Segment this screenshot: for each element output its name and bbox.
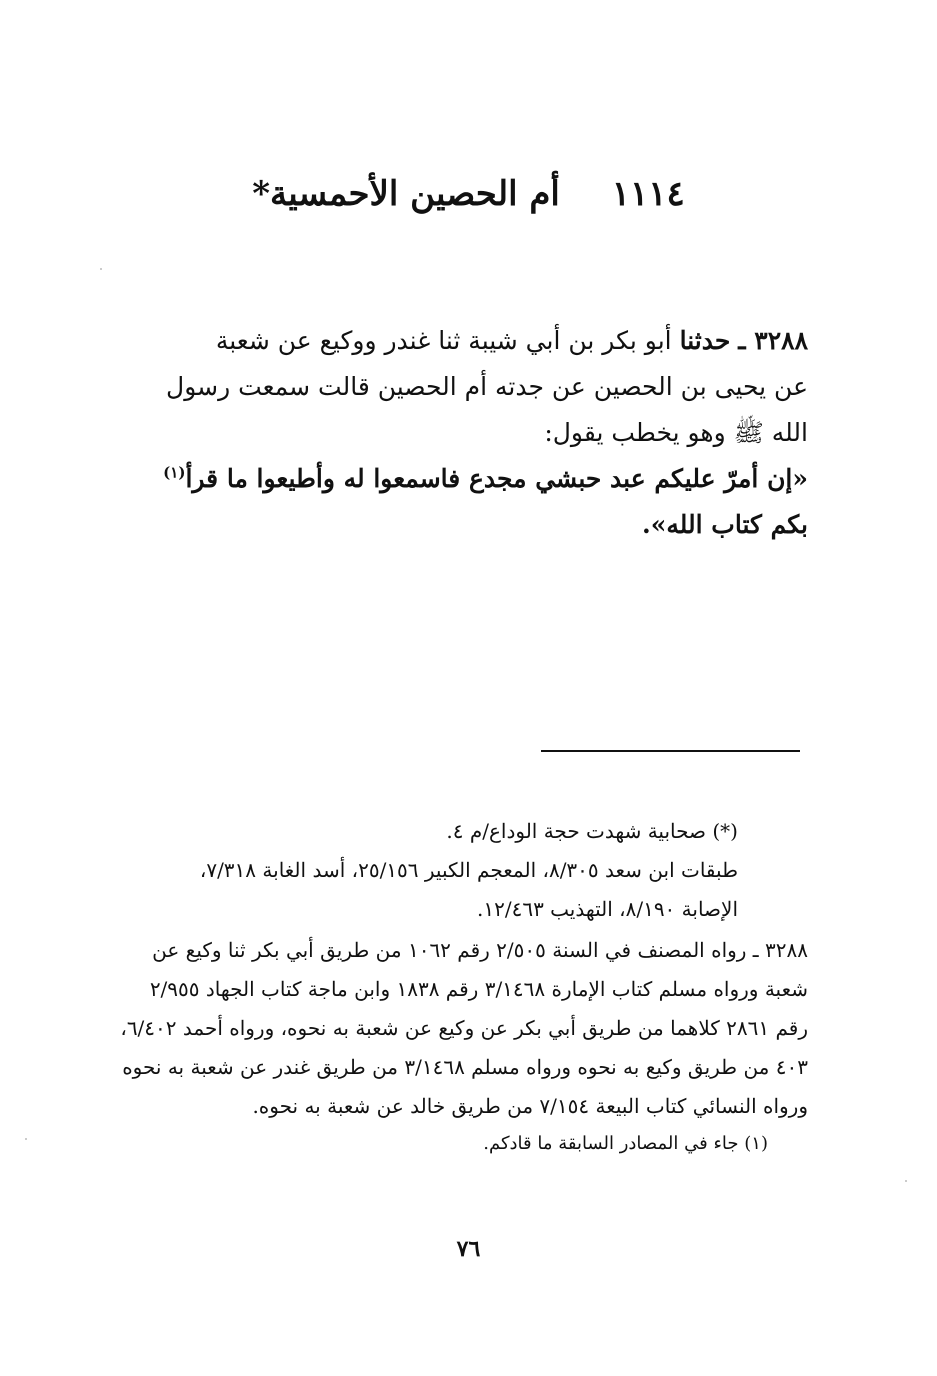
takhrij-footnote: ٣٢٨٨ ـ رواه المصنف في السنة ٢/٥٠٥ رقم ١٠٦٢ من طريق أبي بكر ثنا وكيع عن شعبة ورواه مسلم كتاب الإمارة ٣/١٤٦٨ رقم ١٨٣٨ وابن ماجة كتاب الجهاد ٢/٩٥٥ رقم ٢٨٦١ كلاهما من طريق أبي بكر عن وكيع عن شعبة به نحوه، ورواه أحمد ٦/٤٠٢، ٤٠٣ من طريق وكيع به نحوه ورواه مسلم ٣/١٤٦٨ من طريق غندر عن شعبة به نحوه ورواه النسائي كتاب البيعة ٧/١٥٤ من طريق خالد عن شعبة به نحوه. — [120, 938, 808, 1118]
star-footnote — [118, 812, 808, 929]
footnote-divider — [541, 750, 800, 752]
footnote-1: (١) جاء في المصادر السابقة ما قادكم. — [483, 1133, 768, 1154]
hadith-lead-word: حدثنا — [679, 326, 731, 355]
hadith-line-2: عن يحيى بن الحصين عن جدته أم الحصين قالت سمعت رسول — [166, 372, 808, 401]
hadith-line-3: الله ﷺ وهو يخطب يقول: — [544, 418, 808, 447]
page-number: ٧٦ — [456, 1236, 481, 1262]
star-footnote-line-2: طبقات ابن سعد ٨/٣٠٥، المعجم الكبير ٢٥/١٥٦، أسد الغابة ٧/٣١٨، — [199, 858, 738, 882]
star-footnote-line-3: الإصابة ٨/١٩٠، التهذيب ١٢/٤٦٣. — [477, 897, 738, 921]
footnote-marker: (١) — [163, 463, 186, 482]
hadith-text — [128, 318, 808, 548]
isnad-part-1: أبو بكر بن أبي شيبة ثنا غندر ووكيع عن شعبة — [215, 326, 672, 355]
chapter-number: ١١١٤ — [611, 174, 685, 214]
star-footnote-line-1: (*) صحابية شهدت حجة الوداع/م ٤. — [446, 819, 738, 843]
hadith-number: ٣٢٨٨ ـ — [738, 326, 808, 355]
scan-speck — [100, 268, 102, 270]
hadith-line-1 — [128, 318, 808, 364]
hadith-matn — [128, 456, 808, 548]
chapter-heading — [0, 168, 937, 220]
scan-speck — [25, 1138, 27, 1140]
footnotes-section — [118, 812, 808, 1162]
matn-text-end: بكم كتاب الله». — [642, 510, 808, 539]
matn-text: «إن أمرّ عليكم عبد حبشي مجدع فاسمعوا له وأطيعوا ما قرأ — [185, 464, 808, 493]
scan-speck — [905, 1180, 907, 1182]
chapter-title: أم الحصين الأحمسية* — [252, 174, 560, 214]
